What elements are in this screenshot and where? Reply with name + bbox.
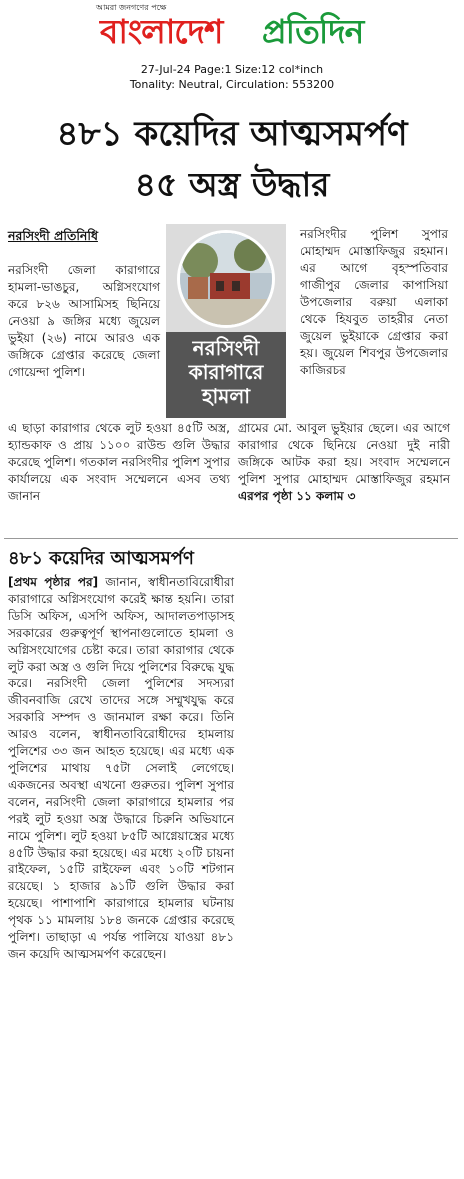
logo-bangladesh: বাংলাদেশ bbox=[100, 12, 223, 51]
clipping-meta-date: 27-Jul-24 Page:1 Size:12 col*inch bbox=[140, 63, 324, 76]
continuation-body bbox=[8, 574, 234, 963]
photo-caption bbox=[166, 332, 286, 418]
clipping-meta-tonality: Tonality: Neutral, Circulation: 553200 bbox=[129, 78, 335, 91]
story-bottom-right bbox=[238, 420, 450, 505]
byline: নরসিংদী প্রতিনিধি bbox=[8, 228, 98, 243]
photo-caption-line-2: কারাগারে bbox=[188, 360, 264, 384]
masthead-tagline: আমরা জনগণের পক্ষে bbox=[96, 3, 167, 12]
logo-protidin: প্রতিদিন bbox=[262, 12, 364, 51]
story-right-column-top: নরসিংদীর পুলিশ সুপার মোহাম্মদ মোস্তাফিজুর রহমান। এর আগে বৃহস্পতিবার গাজীপুর জেলার কাপাসিয়া উপজেলার বরুয়া এলাকা থেকে হিযবুত তাহরীর নেতা জুয়েল ভুইয়াকে গ্রেপ্তার করা হয়। জুয়েল শিবপুর উপজেলার কাজিরচর bbox=[300, 227, 448, 377]
continuation-ref: [প্রথম পৃষ্ঠার পর] bbox=[8, 575, 99, 589]
continue-note: এরপর পৃষ্ঠা ১১ কলাম ৩ bbox=[238, 489, 356, 503]
headline-line-2: ৪৫ অস্ত্র উদ্ধার bbox=[134, 165, 330, 204]
story-photo bbox=[166, 224, 286, 418]
photo-caption-line-1: নরসিংদী bbox=[192, 336, 260, 360]
continuation-title: ৪৮১ কয়েদির আত্মসমর্পণ bbox=[8, 548, 194, 569]
photo-caption-line-3: হামলা bbox=[201, 384, 251, 408]
continuation-text: জানান, স্বাধীনতাবিরোধীরা কারাগারে অগ্নিসংযোগ করেই ক্ষান্ত হয়নি। তারা ডিসি অফিস, এসপি অফিস, আদালতপাড়াসহ সরকারের গুরুত্বপূর্ণ স্থাপনাগুলোতে হামলা ও অগ্নিসংযোগের চেষ্টা করে। তারা কারাগার থেকে লুট করা অস্ত্র ও গুলি দিয়ে পুলিশের বিরুদ্ধে যুদ্ধ করে। নরসিংদী জেলা পুলিশের সদস্যরা জীবনবাজি রেখে তাদের সঙ্গে সম্মুখযুদ্ধ করে সরকারি সম্পদ ও জানমাল রক্ষা করে। তিনি আরও বলেন, স্বাধীনতাবিরোধীদের হামলায় পুলিশের ৩৩ জন আহত হয়েছে। এর মধ্যে এক পুলিশের মাথায় ৭৫টা সেলাই লেগেছে। একজনের অবস্থা এখনো গুরুতর। পুলিশ সুপার বলেন, নরসিংদী জেলা কারাগারে হামলার পর পরই লুট হওয়া অস্ত্র উদ্ধারে চিরুনি অভিযানে নামে পুলিশ। লুট হওয়া ৮৫টি আগ্নেয়াস্ত্রের মধ্যে ৪৫টি উদ্ধার করা হয়েছে। এর মধ্যে ২০টি চায়না রাইফেল, ১৫টি রাইফেল এবং ১০টি শটগান রয়েছে। ১ হাজার ৯১টি গুলি উদ্ধার করা হয়েছে। পাশাপাশি কারাগারে হামলার ঘটনায় পৃথক ১১ মামলায় ১৮৪ জনকে গ্রেপ্তার করেছে পুলিশ। তাছাড়া এ পর্যন্ত পালিয়ে যাওয়া ৪৮১ জন কয়েদি আত্মসমর্পণ করেছেন। bbox=[8, 575, 234, 961]
story-bottom-left: এ ছাড়া কারাগার থেকে লুট হওয়া ৪৫টি অস্ত্র, হ্যান্ডকাফ ও প্রায় ১১০০ রাউন্ড গুলি উদ্ধার করেছে পুলিশ। গতকাল নরসিংদীর পুলিশ সুপার কার্যালয়ে এক সংবাদ সম্মেলনে এসব তথ্য জানান bbox=[8, 421, 230, 503]
story-left-column: নরসিংদী জেলা কারাগারে হামলা-ভাঙচুর, অগ্নিসংযোগ করে ৮২৬ আসামিসহ ছিনিয়ে নেওয়া ৯ জঙ্গির মধ্যে জুয়েল ভুইয়া (২৬) নামে আরও এক জঙ্গিকে গ্রেপ্তার করেছে জেলা গোয়েন্দা পুলিশ। bbox=[8, 263, 160, 379]
masthead bbox=[0, 0, 464, 62]
divider bbox=[4, 538, 458, 539]
headline-line-1: ৪৮১ কয়েদির আত্মসমর্পণ bbox=[56, 114, 408, 154]
story-bottom-right-text: গ্রামের মো. আবুল ভুইয়ার ছেলে। এর আগে কারাগার থেকে ছিনিয়ে নেওয়া দুই নারী জঙ্গিকে আটক করা হয়। সংবাদ সম্মেলনে পুলিশ সুপার মোহাম্মদ মোস্তাফিজুর রহমান bbox=[238, 421, 450, 486]
jail-photo-image bbox=[177, 230, 275, 328]
